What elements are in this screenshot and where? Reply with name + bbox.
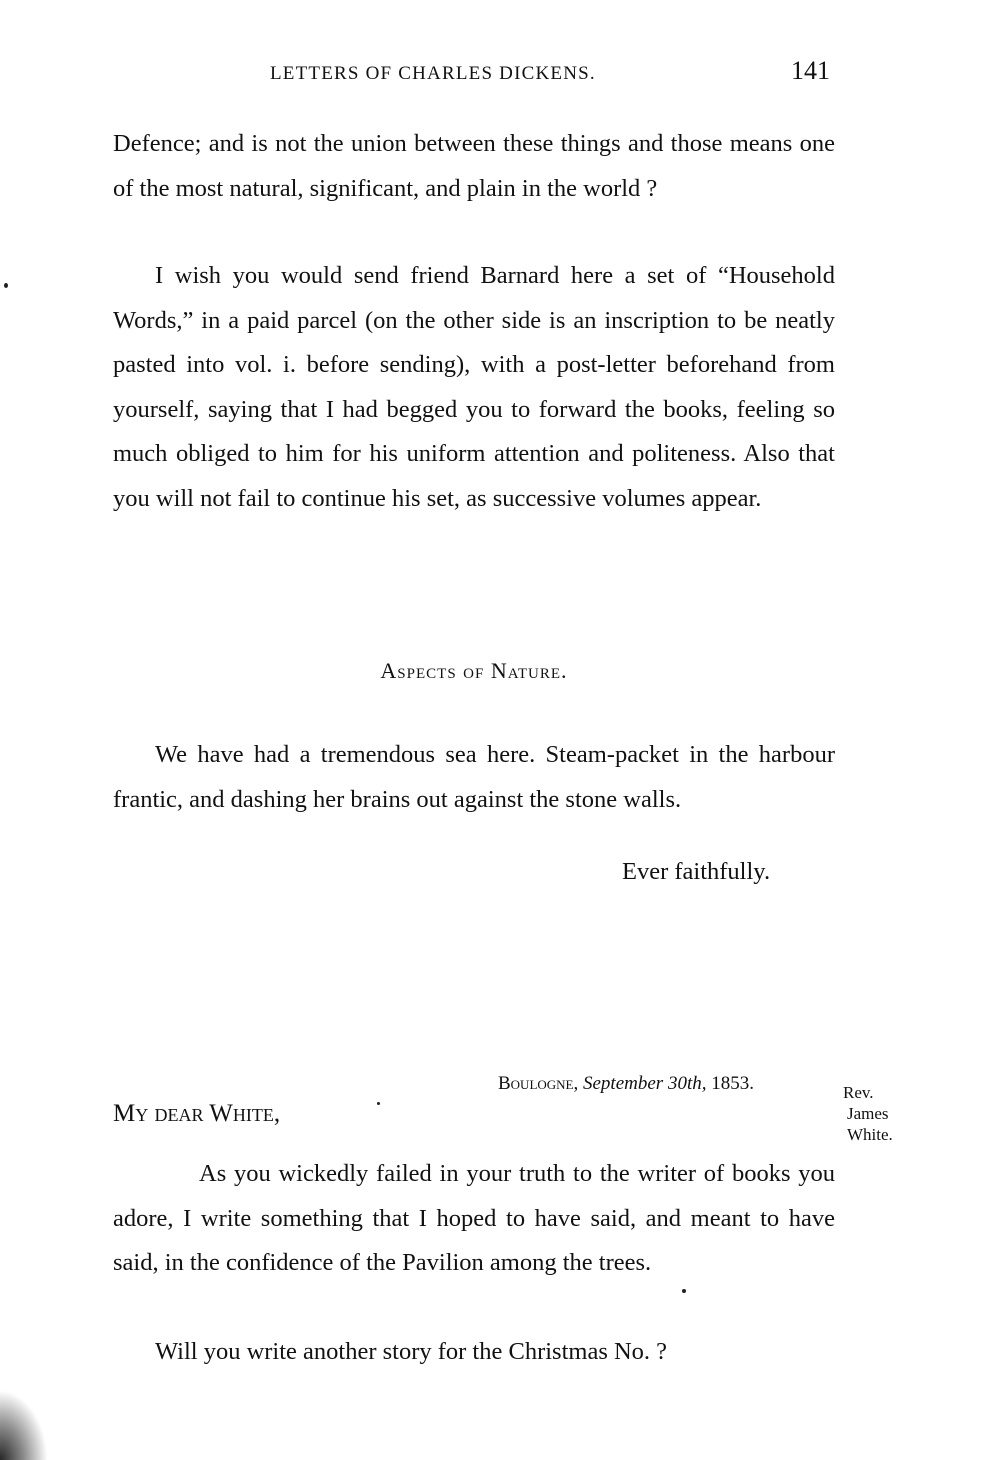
- ink-speck: [4, 283, 8, 288]
- letter-salutation: My dear White,: [113, 1100, 281, 1127]
- margin-note-line: Rev.: [843, 1083, 874, 1102]
- scan-shadow: [0, 1390, 48, 1460]
- running-head: [270, 56, 830, 86]
- letter-dateline: [498, 1073, 754, 1095]
- dateline-year: 1853.: [711, 1073, 754, 1094]
- letter-paragraph: As you wickedly failed in your truth to the writer of books you adore, I write something that I hoped to have said, and meant to have said, in the confidence of the Pavilion among the trees.: [113, 1160, 835, 1276]
- paragraph-nature: We have had a tremendous sea here. Steam-packet in the harbour frantic, and dashing her brains out against the stone walls.: [113, 741, 835, 813]
- letter-paragraph: Will you write another story for the Christmas No. ?: [155, 1338, 668, 1365]
- dateline-date: September 30th,: [583, 1073, 707, 1094]
- dateline-place: Boulogne,: [498, 1073, 579, 1094]
- margin-note-line: James: [847, 1104, 889, 1123]
- paragraph-household-words: I wish you would send friend Barnard here a set of “Household Words,” in a paid parcel (on the other side is an inscription to be neatly pasted into vol. i. before sending), with a post-letter beforehand from yourself, saying that I had begged you to forward the books, feeling so much obliged to him for his uniform attention and politeness. Also that you will not fail to continue his set, as successive volumes appear.: [113, 262, 835, 512]
- page-number: 141: [791, 56, 830, 85]
- running-title: LETTERS OF CHARLES DICKENS.: [270, 63, 596, 84]
- paragraph-continuation: Defence; and is not the union between these things and those means one of the most natural, significant, and plain in the world ?: [113, 130, 835, 202]
- section-heading: Aspects of Nature.: [380, 658, 568, 683]
- letter-closing: Ever faithfully.: [622, 858, 771, 885]
- ink-speck: [682, 1289, 686, 1293]
- recipient-margin-note: [843, 1082, 923, 1145]
- margin-note-line: White.: [847, 1125, 893, 1144]
- ink-speck: [377, 1102, 380, 1105]
